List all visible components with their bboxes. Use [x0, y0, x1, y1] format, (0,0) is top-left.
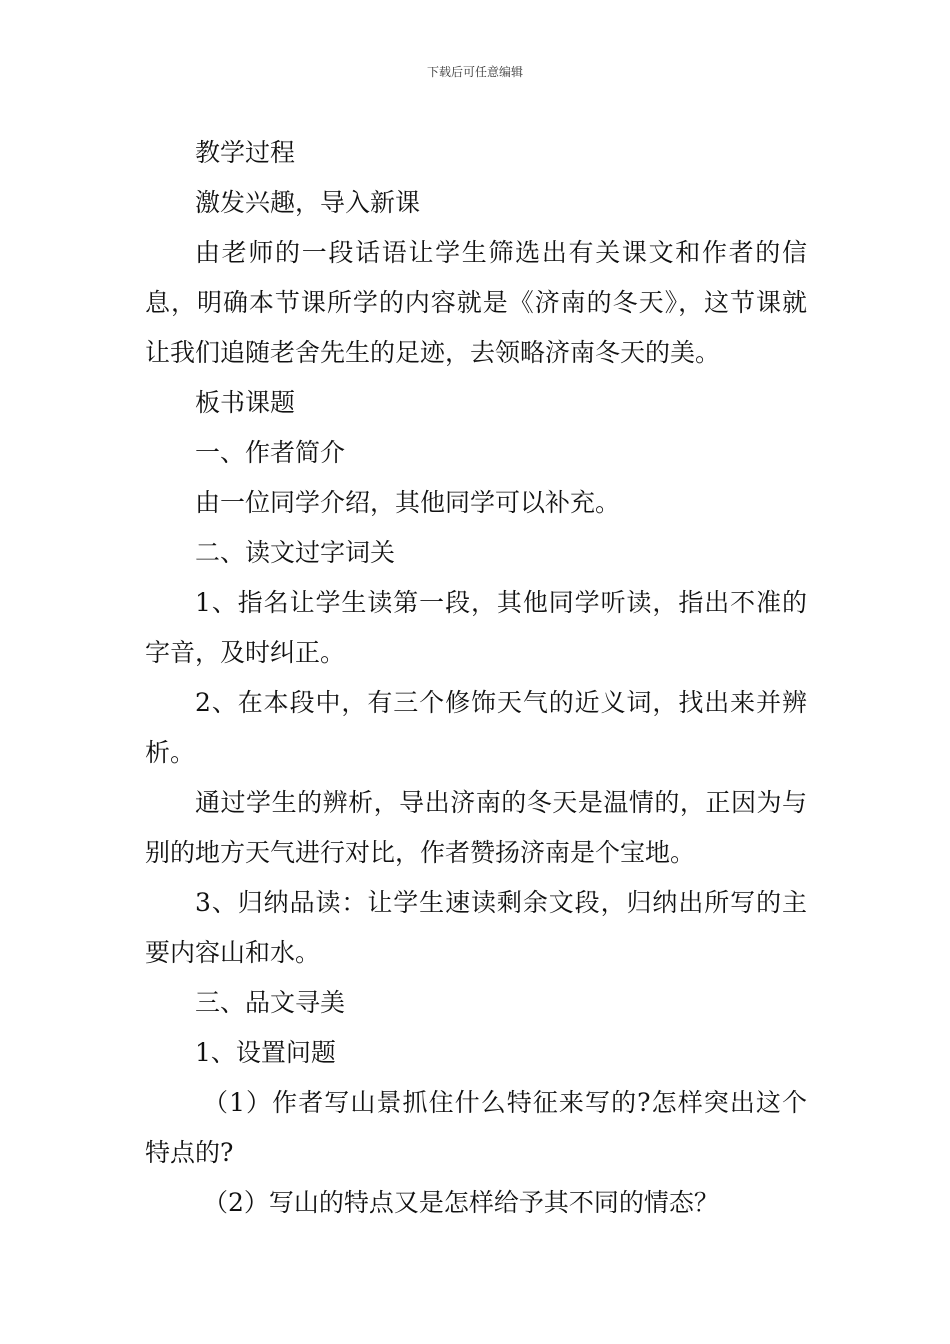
heading-set-questions: 1、设置问题	[195, 1038, 336, 1067]
paragraph-analysis: 通过学生的辨析，导出济南的冬天是温情的，正因为与别的地方天气进行对比，作者赞扬济南是个宝地。	[145, 788, 807, 867]
question-1: （1）作者写山景抓住什么特征来写的?怎样突出这个特点的?	[145, 1088, 807, 1167]
paragraph-step-2: 2、在本段中，有三个修饰天气的近义词，找出来并辨析。	[145, 688, 807, 767]
heading-board-title: 板书课题	[195, 388, 296, 417]
heading-author-intro: 一、作者简介	[195, 438, 346, 467]
paragraph-step-1: 1、指名让学生读第一段，其他同学听读，指出不准的字音，及时纠正。	[145, 588, 807, 667]
question-2: （2）写山的特点又是怎样给予其不同的情态？	[203, 1188, 719, 1217]
heading-appreciation: 三、品文寻美	[195, 988, 346, 1017]
paragraph-step-3: 3、归纳品读：让学生速读剩余文段，归纳出所写的主要内容山和水。	[145, 888, 807, 967]
heading-teaching-process: 教学过程	[195, 138, 296, 167]
heading-reading-words: 二、读文过字词关	[195, 538, 396, 567]
document-body	[145, 128, 807, 1228]
page-header: 下载后可任意编辑	[426, 65, 523, 79]
paragraph-author-intro: 由一位同学介绍，其他同学可以补充。	[195, 488, 621, 517]
paragraph-intro-text: 由老师的一段话语让学生筛选出有关课文和作者的信息，明确本节课所学的内容就是《济南的冬天》，这节课就让我们追随老舍先生的足迹，去领略济南冬天的美。	[145, 238, 807, 367]
heading-introduction: 激发兴趣，导入新课	[195, 188, 421, 217]
